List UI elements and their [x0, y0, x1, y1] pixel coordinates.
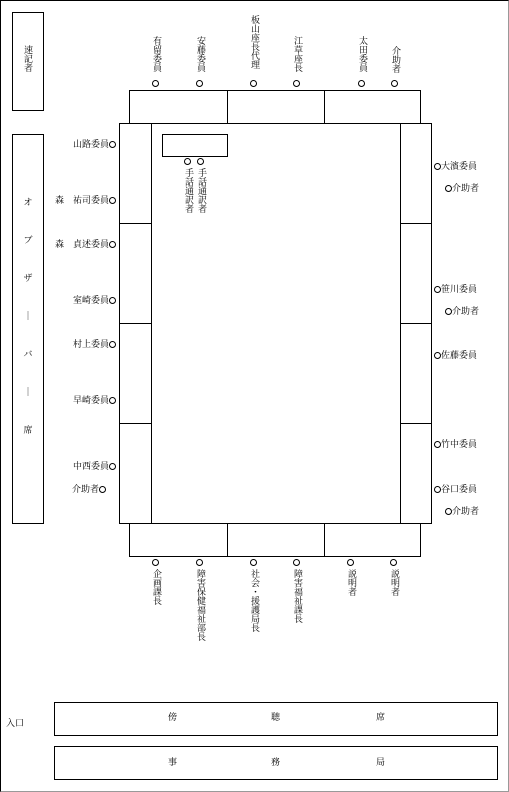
seat-label: 介助者 [452, 184, 480, 194]
seat-marker [109, 463, 116, 470]
seat-marker [109, 197, 116, 204]
left-seat [40, 340, 116, 351]
observer-char: ザ [23, 274, 33, 284]
observer-label [18, 195, 38, 461]
interpreter-table [162, 134, 228, 157]
seat-label: 説明者 [389, 569, 399, 596]
right-seat [434, 485, 477, 496]
seat-marker [391, 80, 398, 87]
top-table-2 [227, 90, 325, 124]
seat-label: 障害保健福祉部長 [195, 569, 205, 641]
seat-marker [196, 559, 203, 566]
seat-label: 安藤委員 [195, 36, 205, 72]
seat-label: 社会・援護局長 [249, 569, 259, 632]
seat-label: 介助者 [452, 307, 480, 317]
seat-marker [250, 559, 257, 566]
seat-marker [445, 508, 452, 515]
seat-marker [250, 80, 257, 87]
left-seat [40, 396, 116, 407]
seat-label: 有留委員 [151, 36, 161, 72]
right-seat [445, 307, 479, 318]
seat-label: 森 貞述委員 [54, 240, 109, 250]
seat-marker [152, 80, 159, 87]
top-table-1 [129, 90, 228, 124]
left-seat [40, 462, 116, 473]
seat-marker [445, 185, 452, 192]
center-area [119, 123, 432, 524]
stenographer-label: 速記者 [22, 45, 32, 72]
right-table-1 [400, 123, 432, 224]
observer-char: 席 [23, 426, 33, 436]
seat-label: 説明者 [346, 569, 356, 596]
seat-marker [390, 559, 397, 566]
seat-marker [358, 80, 365, 87]
right-table-3 [400, 323, 432, 424]
secretariat-char: 事 [168, 758, 178, 768]
seat-marker [434, 441, 441, 448]
seat-label: 大濱委員 [441, 162, 478, 172]
seat-label: 中西委員 [72, 462, 109, 472]
seat-label: 佐藤委員 [441, 351, 478, 361]
seat-label: 早崎委員 [72, 396, 109, 406]
seat-label: 介助者 [71, 485, 99, 495]
observer-char: ｜ [23, 388, 33, 398]
seat-marker [293, 80, 300, 87]
seat-label: 谷口委員 [441, 485, 478, 495]
seat-label: 介助者 [390, 46, 400, 73]
left-table-2 [119, 223, 152, 324]
right-seat [434, 440, 477, 451]
left-seat [40, 140, 116, 151]
right-seat [434, 351, 477, 362]
left-seat [40, 196, 116, 207]
observer-char: ブ [23, 236, 33, 246]
secretariat-char: 務 [271, 758, 281, 768]
seat-label: 森 祐司委員 [54, 196, 109, 206]
seat-label: 笹川委員 [441, 285, 478, 295]
observer-char: ｜ [23, 312, 33, 322]
secretariat-char: 局 [376, 758, 386, 768]
interpreter-label: 手話通訳者 [183, 168, 193, 213]
seat-marker [109, 341, 116, 348]
left-seat [40, 485, 106, 496]
entrance-label: 入口 [6, 719, 25, 729]
bottom-table-3 [324, 523, 421, 557]
left-seat [40, 296, 116, 307]
left-table-1 [119, 123, 152, 224]
right-table-2 [400, 223, 432, 324]
seat-label: 山路委員 [72, 140, 109, 150]
seat-label: 室崎委員 [72, 296, 109, 306]
seat-label: 企画課長 [151, 569, 161, 605]
seat-label: 江草座長 [292, 36, 302, 72]
seat-marker [109, 141, 116, 148]
left-table-3 [119, 323, 152, 424]
right-table-4 [400, 423, 432, 524]
seat-marker [434, 163, 441, 170]
seat-label: 竹中委員 [441, 440, 478, 450]
seat-label: 障害福祉課長 [292, 569, 302, 623]
seat-marker [184, 158, 191, 165]
observer-char: バ [23, 350, 33, 360]
observer-char: オ [23, 198, 33, 208]
seat-label: 村上委員 [72, 340, 109, 350]
seat-marker [109, 397, 116, 404]
right-seat [445, 184, 479, 195]
seat-marker [99, 486, 106, 493]
seat-marker [293, 559, 300, 566]
left-table-4 [119, 423, 152, 524]
left-seat [40, 240, 116, 251]
bottom-table-2 [227, 523, 325, 557]
seat-marker [347, 559, 354, 566]
gallery-char: 席 [376, 713, 386, 723]
seat-marker [109, 241, 116, 248]
bottom-table-1 [129, 523, 228, 557]
seat-marker [196, 80, 203, 87]
seat-label: 板山座長代理 [249, 15, 259, 69]
top-table-3 [324, 90, 421, 124]
interpreter-label: 手話通訳者 [196, 168, 206, 213]
gallery-char: 聴 [271, 713, 281, 723]
seat-marker [434, 352, 441, 359]
right-seat [434, 162, 477, 173]
seat-marker [445, 308, 452, 315]
right-seat [445, 507, 479, 518]
seat-marker [434, 286, 441, 293]
seat-label: 介助者 [452, 507, 480, 517]
seat-marker [109, 297, 116, 304]
gallery-char: 傍 [168, 713, 178, 723]
seat-label: 太田委員 [357, 36, 367, 72]
seat-marker [152, 559, 159, 566]
seat-marker [197, 158, 204, 165]
right-seat [434, 285, 477, 296]
seat-marker [434, 486, 441, 493]
